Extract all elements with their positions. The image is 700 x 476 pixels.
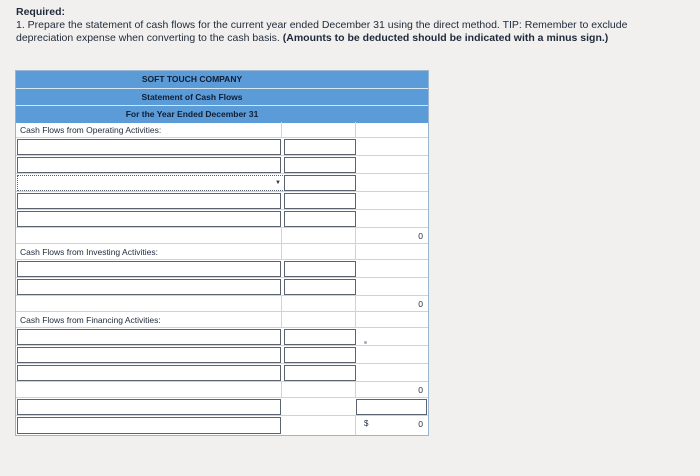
net-change-description-input[interactable] bbox=[17, 399, 281, 415]
financing-row-2 bbox=[16, 346, 428, 364]
investing-total-row bbox=[16, 296, 428, 312]
instruction-note: (Amounts to be deducted should be indicated with a minus sign.) bbox=[282, 32, 609, 44]
required-label: Required: bbox=[16, 6, 66, 18]
ending-cash-row bbox=[16, 416, 428, 435]
financing-amount-input-1[interactable] bbox=[284, 329, 356, 345]
financing-heading-row bbox=[16, 312, 428, 328]
financing-description-input-1[interactable] bbox=[17, 329, 281, 345]
investing-heading-row bbox=[16, 244, 428, 260]
operating-description-input-2[interactable] bbox=[17, 157, 281, 173]
net-change-amount-input[interactable] bbox=[356, 399, 427, 415]
statement-title: Statement of Cash Flows bbox=[141, 92, 243, 102]
financing-total: 0 bbox=[418, 385, 423, 395]
financing-description-input-2[interactable] bbox=[17, 347, 281, 363]
investing-row-2 bbox=[16, 278, 428, 296]
operating-amount-input-1[interactable] bbox=[284, 139, 356, 155]
instruction-body: 1. Prepare the statement of cash flows for the current year ended December 31 using the direct method. TIP: Remember to exclude depreciation expense when converting to the cash basis. bbox=[16, 19, 628, 44]
operating-amount-input-4[interactable] bbox=[284, 193, 356, 209]
operating-row-5 bbox=[16, 210, 428, 228]
investing-activities-label: Cash Flows from Investing Activities: bbox=[16, 244, 282, 260]
company-name: SOFT TOUCH COMPANY bbox=[141, 74, 243, 84]
ending-cash-total bbox=[356, 416, 428, 435]
financing-activities-label: Cash Flows from Financing Activities: bbox=[16, 312, 282, 328]
stray-mark bbox=[364, 341, 367, 344]
net-total-value: 0 bbox=[418, 419, 423, 429]
operating-activities-label: Cash Flows from Operating Activities: bbox=[16, 122, 282, 138]
investing-total: 0 bbox=[418, 299, 423, 309]
operating-amount-input-3[interactable] bbox=[284, 175, 356, 191]
chevron-down-icon: ▼ bbox=[275, 180, 281, 186]
operating-heading-row bbox=[16, 122, 428, 138]
investing-amount-input-1[interactable] bbox=[284, 261, 356, 277]
ending-cash-description-input[interactable] bbox=[17, 417, 281, 434]
company-header bbox=[16, 71, 428, 88]
investing-description-input-1[interactable] bbox=[17, 261, 281, 277]
investing-amount-input-2[interactable] bbox=[284, 279, 356, 295]
currency-symbol: $ bbox=[364, 419, 369, 428]
operating-amount-input-5[interactable] bbox=[284, 211, 356, 227]
instruction-text bbox=[16, 19, 686, 45]
operating-description-input-5[interactable] bbox=[17, 211, 281, 227]
net-change-row bbox=[16, 398, 428, 416]
operating-description-input-1[interactable] bbox=[17, 139, 281, 155]
financing-total-row bbox=[16, 382, 428, 398]
cash-flow-worksheet bbox=[15, 70, 429, 436]
statement-period: For the Year Ended December 31 bbox=[125, 109, 259, 119]
operating-row-4 bbox=[16, 192, 428, 210]
financing-row-3 bbox=[16, 364, 428, 382]
operating-amount-input-2[interactable] bbox=[284, 157, 356, 173]
period-header bbox=[16, 105, 428, 123]
operating-row-1 bbox=[16, 138, 428, 156]
operating-description-dropdown-3[interactable] bbox=[17, 175, 285, 191]
title-header bbox=[16, 88, 428, 106]
financing-amount-input-2[interactable] bbox=[284, 347, 356, 363]
investing-row-1 bbox=[16, 260, 428, 278]
operating-description-input-4[interactable] bbox=[17, 193, 281, 209]
operating-total-row bbox=[16, 228, 428, 244]
operating-total: 0 bbox=[418, 231, 423, 241]
operating-row-2 bbox=[16, 156, 428, 174]
financing-amount-input-3[interactable] bbox=[284, 365, 356, 381]
operating-row-3 bbox=[16, 174, 428, 192]
financing-description-input-3[interactable] bbox=[17, 365, 281, 381]
investing-description-input-2[interactable] bbox=[17, 279, 281, 295]
instructions bbox=[16, 6, 686, 45]
